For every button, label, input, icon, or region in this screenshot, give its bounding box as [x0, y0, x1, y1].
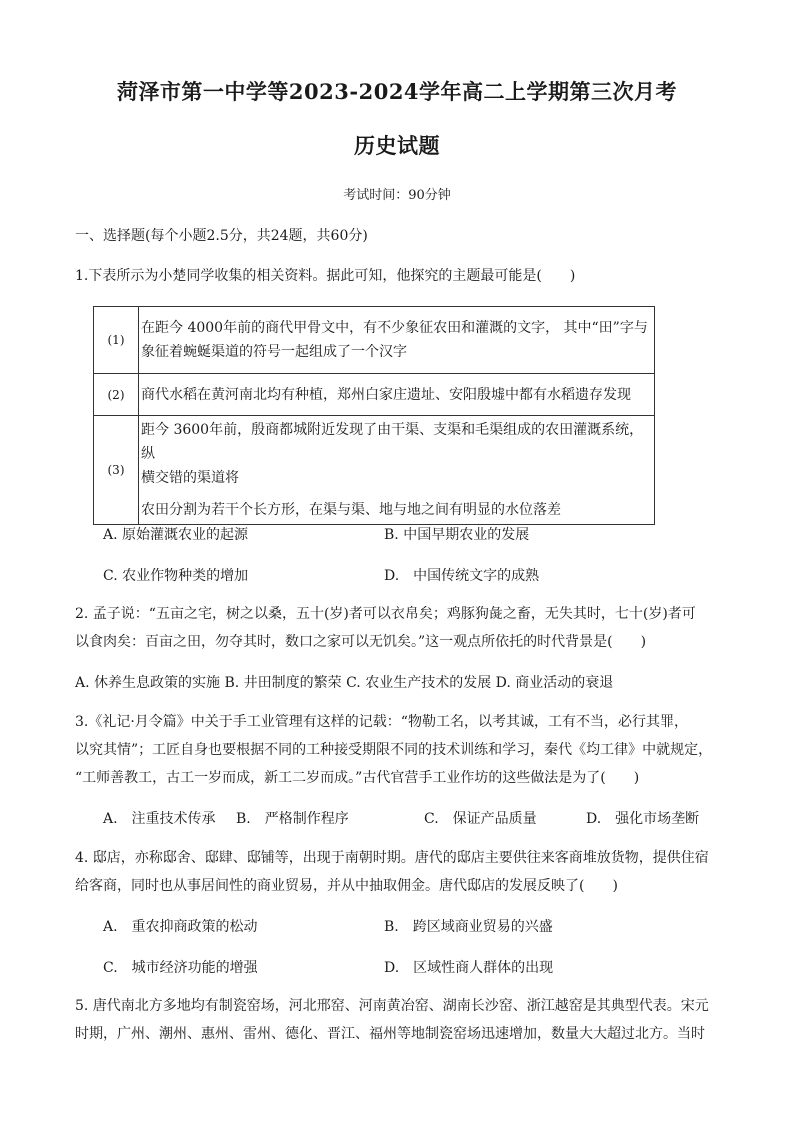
q4-line-2: 给客商，同时也从事居间性的商业贸易，并从中抽取佣金。唐代邸店的发展反映了( ) — [75, 878, 618, 894]
table-cell-num: (3) — [94, 416, 139, 525]
section-heading: 一、选择题(每个小题2.5分，共24题，共60分) — [75, 228, 368, 244]
q1-option-a[interactable]: A. 原始灌溉农业的起源 — [103, 527, 249, 543]
q1-option-c[interactable]: C. 农业作物种类的增加 — [103, 568, 249, 584]
q1-stem: 1.下表所示为小楚同学收集的相关资料。据此可知，他探究的主题最可能是( ) — [75, 268, 576, 284]
q2-line-1: 2. 孟子说：“五亩之宅，树之以桑，五十(岁)者可以衣帛矣；鸡豚狗彘之畜，无失其时，七十(岁)者可 — [75, 606, 696, 622]
q4-option-b[interactable]: B. 跨区域商业贸易的兴盛 — [384, 919, 553, 935]
q3-option-c[interactable]: C. 保证产品质量 — [424, 811, 537, 827]
table-row — [94, 416, 655, 525]
q3-option-a[interactable]: A. 注重技术传承 — [103, 811, 216, 827]
q3-option-d[interactable]: D. 强化市场垄断 — [586, 811, 700, 827]
exam-time: 考试时间：90分钟 — [343, 188, 451, 203]
q4-option-c[interactable]: C. 城市经济功能的增强 — [103, 960, 258, 976]
q3-option-b[interactable]: B. 严格制作程序 — [236, 811, 349, 827]
q5-line-2: 时期，广州、潮州、惠州、雷州、德化、晋江、福州等地制瓷窑场迅速增加，数量大大超过北方。当时 — [75, 1026, 705, 1042]
table-row — [94, 307, 655, 374]
q3-line-3: “工师善教工，古工一岁而成，新工二岁而成。”古代官营手工业作坊的这些做法是为了( ) — [75, 770, 640, 786]
q2-options[interactable]: A. 休养生息政策的实施 B. 井田制度的繁荣 C. 农业生产技术的发展 D. 商业活动的衰退 — [75, 675, 614, 691]
cell-line: 横交错的渠道将 — [141, 470, 239, 486]
q4-option-d[interactable]: D. 区域性商人群体的出现 — [384, 960, 554, 976]
q3-line-1: 3.《礼记·月令篇》中关于手工业管理有这样的记载：“物勒工名，以考其诚，工有不当，必行其罪， — [75, 714, 688, 730]
q4-line-1: 4. 邸店，亦称邸舍、邸肆、邸铺等，出现于南朝时期。唐代的邸店主要供往来客商堆放货物，提供住宿 — [75, 850, 709, 866]
cell-line: 在距今 4000年前的商代甲骨文中，有不少象征农田和灌溉的文字， 其中“田”字与 — [141, 320, 648, 336]
q2-line-2: 以食肉矣：百亩之田，勿夺其时，数口之家可以无饥矣。”这一观点所依托的时代背景是( ) — [75, 634, 647, 650]
q4-option-a[interactable]: A. 重农抑商政策的松动 — [103, 919, 258, 935]
cell-line: 农田分割为若干个长方形，在渠与渠、地与地之间有明显的水位落差 — [141, 502, 561, 518]
table-cell-text — [139, 374, 655, 416]
exam-subtitle: 历史试题 — [354, 133, 440, 158]
cell-line: 象征着蜿蜒渠道的符号一起组成了一个汉字 — [141, 344, 407, 360]
cell-line: 商代水稻在黄河南北均有种植，郑州白家庄遗址、安阳殷墟中都有水稻遗存发现 — [141, 386, 631, 403]
table-cell-text — [139, 307, 655, 374]
q3-line-2: 以究其情”；工匠自身也要根据不同的工种接受期限不同的技术训练和学习，秦代《均工律》中就规定， — [75, 742, 713, 758]
q5-line-1: 5. 唐代南北方多地均有制瓷窑场，河北邢窑、河南黄冶窑、湖南长沙窑、浙江越窑是其典型代表。宋元 — [75, 998, 709, 1014]
q1-source-table — [93, 306, 655, 525]
table-row — [94, 374, 655, 416]
exam-title: 菏泽市第一中学等2023-2024学年高二上学期第三次月考 — [116, 79, 678, 104]
cell-line: 距今 3600年前，殷商都城附近发现了由干渠、支渠和毛渠组成的农田灌溉系统， 纵 — [141, 422, 644, 462]
table-cell-num: (2) — [94, 374, 139, 416]
table-cell-text — [139, 416, 655, 525]
q1-option-b[interactable]: B. 中国早期农业的发展 — [384, 527, 530, 543]
table-cell-num: (1) — [94, 307, 139, 374]
q1-option-d[interactable]: D. 中国传统文字的成熟 — [384, 568, 540, 584]
